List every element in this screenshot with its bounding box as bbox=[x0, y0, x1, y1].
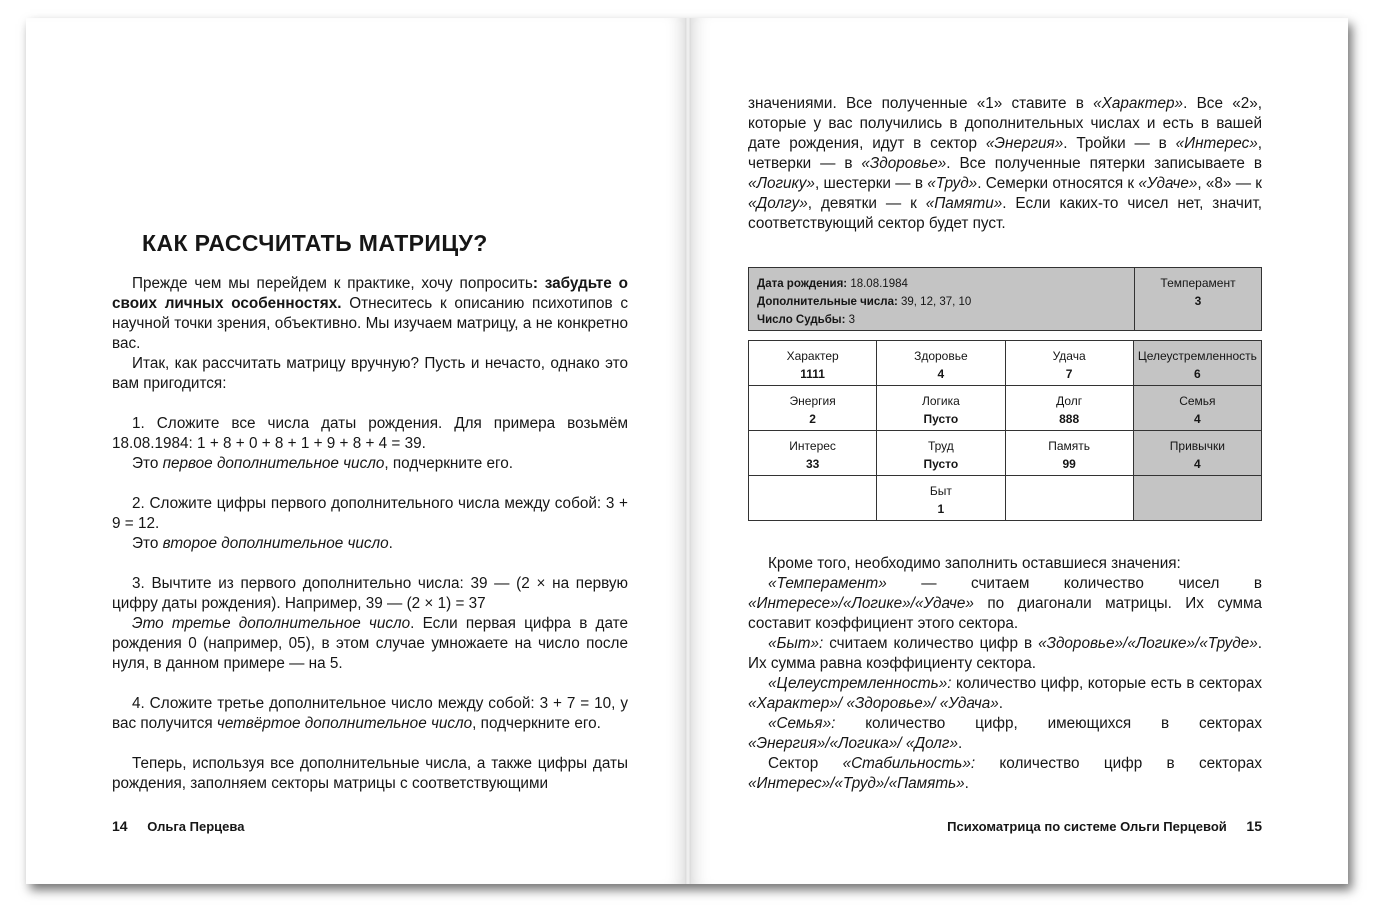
book-gutter bbox=[685, 18, 691, 884]
text-fragment: Логика bbox=[921, 394, 960, 408]
text-fragment: «Энергия» bbox=[985, 135, 1064, 152]
text-fragment: Характер bbox=[786, 349, 839, 363]
extra-numbers-line bbox=[757, 293, 1126, 311]
text-fragment: 4. Сложите третье дополнительное число между собой: 3 + 7 = 10, у вас получится bbox=[112, 695, 628, 732]
right-body-bottom bbox=[748, 554, 1262, 794]
step-4 bbox=[112, 694, 628, 734]
text-fragment: первое дополнительное число bbox=[162, 455, 385, 472]
matrix-cell bbox=[877, 386, 1005, 431]
text-fragment: Пусто bbox=[923, 412, 959, 426]
text-fragment: «Долгу» bbox=[748, 195, 808, 212]
text-fragment: 888 bbox=[1059, 412, 1080, 426]
text-fragment: Прежде чем мы перейдем к практике, хочу попросить bbox=[132, 275, 533, 292]
matrix-cell bbox=[1005, 341, 1133, 386]
text-fragment: Это bbox=[132, 535, 163, 552]
text-fragment: четвёртое дополнительное число bbox=[216, 715, 473, 732]
birth-info-box bbox=[748, 267, 1262, 331]
text-fragment: «Быт»: bbox=[768, 635, 824, 652]
text-fragment: 3 bbox=[845, 314, 856, 326]
text-fragment: Привычки bbox=[1169, 439, 1225, 453]
text-fragment: «Темперамент» bbox=[768, 575, 887, 592]
intro-paragraph bbox=[112, 274, 628, 354]
text-fragment: Сектор bbox=[768, 755, 843, 772]
text-fragment: Удача bbox=[1052, 349, 1086, 363]
final-paragraph: Теперь, используя все дополнительные числа, а также цифры даты рождения, заполняем секторы матрицы с соответствующими bbox=[112, 755, 628, 792]
text-fragment: «Характер» bbox=[1093, 95, 1184, 112]
text-fragment: . bbox=[388, 535, 393, 552]
matrix-row bbox=[749, 341, 1262, 386]
step-1-note bbox=[112, 454, 628, 474]
temperament-rule bbox=[748, 574, 1262, 634]
text-fragment: Целеустремленность bbox=[1137, 349, 1257, 363]
text-fragment: . Если каких-то чисел нет, значит, соответствующий сектор будет пуст. bbox=[748, 195, 1263, 232]
text-fragment: . Тройки — в bbox=[1063, 135, 1176, 152]
text-fragment: «Интересе»/«Логике»/«Удаче» bbox=[748, 595, 974, 612]
text-fragment: 2 bbox=[809, 412, 816, 426]
text-fragment: «Памяти» bbox=[925, 195, 1003, 212]
text-fragment: 7 bbox=[1065, 367, 1073, 381]
text-fragment: Долг bbox=[1056, 394, 1083, 408]
text-fragment: Дата рождения: bbox=[757, 278, 848, 290]
running-title: Психоматрица по системе Ольги Перцевой bbox=[947, 819, 1227, 834]
text-fragment: «Логику» bbox=[748, 175, 815, 192]
text-fragment: . Все полученные пятерки записываете в bbox=[946, 155, 1262, 172]
running-author: Ольга Перцева bbox=[147, 819, 245, 834]
text-fragment: 6 bbox=[1194, 367, 1201, 381]
matrix-cell bbox=[749, 386, 877, 431]
text-fragment: Интерес bbox=[789, 439, 836, 453]
text-fragment: . bbox=[998, 695, 1004, 712]
matrix-cell bbox=[1005, 476, 1133, 521]
text-fragment: Семья bbox=[1179, 394, 1216, 408]
text-fragment: , «8» — к bbox=[1197, 175, 1262, 192]
matrix-cell bbox=[749, 476, 877, 521]
text-fragment: «Семья»: bbox=[768, 715, 836, 732]
step-3: 3. Вычтите из первого дополнительно числа: 39 — (2 × на первую цифру даты рождения). Например, 39 — (2 × 1) = 37 bbox=[112, 575, 628, 612]
matrix-cell bbox=[749, 341, 877, 386]
text-fragment: «Стабильность»: bbox=[842, 755, 976, 772]
text-fragment: , девятки — к bbox=[807, 195, 926, 212]
text-fragment: «Здоровье» bbox=[861, 155, 947, 172]
temperament-cell bbox=[1135, 268, 1261, 330]
text-fragment: Отнеситесь к описанию психотипов с научной точки зрения, объективно. Мы изучаем матрицу, а не конкретно вас. bbox=[112, 295, 629, 352]
right-folio bbox=[947, 818, 1262, 834]
matrix-cell bbox=[749, 431, 877, 476]
text-fragment: 33 bbox=[805, 457, 820, 471]
text-fragment: . bbox=[957, 735, 963, 752]
stability-rule bbox=[748, 754, 1262, 794]
bold-phrase: : забудьте о своих личных особенностях. bbox=[112, 275, 628, 312]
left-page bbox=[26, 18, 688, 884]
right-page bbox=[688, 18, 1348, 884]
text-fragment: . Все «2», которые у вас получились в дополнительных числах и есть в вашей дате рождения, идут в сектор bbox=[748, 95, 1262, 152]
text-fragment: 4 bbox=[1194, 412, 1201, 426]
text-fragment: 99 bbox=[1062, 457, 1076, 471]
psychomatrix-table bbox=[748, 340, 1262, 521]
matrix-row bbox=[749, 431, 1262, 476]
fate-number-line bbox=[757, 311, 1126, 329]
text-fragment: Дополнительные числа: bbox=[757, 296, 898, 308]
text-fragment: 1111 bbox=[800, 367, 825, 381]
step-2-note bbox=[112, 534, 628, 554]
text-fragment: «Труд» bbox=[927, 175, 978, 192]
byt-rule bbox=[748, 634, 1262, 674]
text-fragment: Это bbox=[132, 455, 163, 472]
matrix-cell bbox=[877, 341, 1005, 386]
matrix-cell bbox=[877, 431, 1005, 476]
matrix-cell bbox=[1005, 431, 1133, 476]
text-fragment: . Если первая цифра в дате рождения 0 (например, 05), в этом случае умножаете на число после нуля, в данном примере — на 5. bbox=[112, 615, 628, 672]
text-fragment: Число Судьбы: bbox=[757, 314, 846, 326]
matrix-row bbox=[749, 476, 1262, 521]
text-fragment: . Семерки относятся к bbox=[977, 175, 1139, 192]
remaining-intro: Кроме того, необходимо заполнить оставшиеся значения: bbox=[768, 555, 1181, 572]
text-fragment: Это третье дополнительное число bbox=[132, 615, 411, 632]
page-number: 15 bbox=[1246, 818, 1262, 834]
matrix-cell bbox=[1133, 476, 1261, 521]
page-number: 14 bbox=[112, 818, 128, 834]
text-fragment: 1 bbox=[937, 502, 945, 516]
text-fragment: Быт bbox=[929, 484, 952, 498]
text-fragment: «Характер»/ «Здоровье»/ «Удача» bbox=[748, 695, 999, 712]
text-fragment: , подчеркните его. bbox=[384, 455, 514, 472]
matrix-cell bbox=[1133, 386, 1261, 431]
text-fragment: количество цифр, которые есть в секторах bbox=[951, 675, 1262, 692]
matrix-cell bbox=[1133, 341, 1261, 386]
text-fragment: 18.08.1984 bbox=[847, 278, 908, 290]
text-fragment: , четверки — в bbox=[748, 135, 1262, 172]
text-fragment: считаем количество цифр в bbox=[823, 635, 1039, 652]
matrix-cell bbox=[1133, 431, 1261, 476]
chapter-heading: КАК РАССЧИТАТЬ МАТРИЦУ? bbox=[142, 230, 488, 256]
text-fragment: Труд bbox=[927, 439, 954, 453]
text-fragment: 4 bbox=[1194, 457, 1201, 471]
matrix-row bbox=[749, 386, 1262, 431]
text-fragment: Пусто bbox=[923, 457, 959, 471]
text-fragment: Здоровье bbox=[914, 349, 968, 363]
goal-rule bbox=[748, 674, 1262, 714]
text-fragment: — считаем количество чисел в bbox=[886, 575, 1262, 592]
text-fragment: «Здоровье»/«Логике»/«Труде» bbox=[1038, 635, 1258, 652]
text-fragment: «Интерес» bbox=[1175, 135, 1258, 152]
text-fragment: , подчеркните его. bbox=[472, 715, 601, 732]
text-fragment: Память bbox=[1048, 439, 1091, 453]
text-fragment: 39, 12, 37, 10 bbox=[897, 296, 972, 308]
birth-date-line bbox=[757, 275, 1126, 293]
family-rule bbox=[748, 714, 1262, 754]
text-fragment: 3 bbox=[1194, 294, 1202, 308]
text-fragment: значениями. Все полученные «1» ставите в bbox=[748, 95, 1094, 112]
birth-info-details bbox=[749, 268, 1135, 330]
left-body bbox=[112, 274, 628, 794]
text-fragment: Энергия bbox=[789, 394, 836, 408]
text-fragment: количество цифр, имеющихся в секторах bbox=[835, 715, 1262, 732]
text-fragment: , шестерки — в bbox=[814, 175, 928, 192]
step-1: 1. Сложите все числа даты рождения. Для примера возьмём 18.08.1984: 1 + 8 + 0 + 8 + 1 + 9 + 8 + 4 = 39. bbox=[112, 415, 628, 452]
sectors-paragraph bbox=[748, 94, 1262, 234]
right-body-top bbox=[748, 94, 1262, 234]
book-spread bbox=[26, 18, 1348, 884]
text-fragment: Темперамент bbox=[1160, 276, 1236, 290]
text-fragment: . bbox=[964, 775, 969, 792]
text-fragment: второе дополнительное число bbox=[162, 535, 389, 552]
text-fragment: количество цифр в секторах bbox=[975, 755, 1262, 772]
text-fragment: «Целеустремленность»: bbox=[768, 675, 952, 692]
text-fragment: 4 bbox=[937, 367, 945, 381]
matrix-cell bbox=[1005, 386, 1133, 431]
text-fragment: по диагонали матрицы. Их сумма составит коэффициент этого сектора. bbox=[748, 595, 1262, 632]
question-paragraph: Итак, как рассчитать матрицу вручную? Пусть и нечасто, однако это вам пригодится: bbox=[112, 355, 628, 392]
step-2: 2. Сложите цифры первого дополнительного числа между собой: 3 + 9 = 12. bbox=[112, 495, 628, 532]
text-fragment: «Энергия»/«Логика»/ «Долг» bbox=[748, 735, 958, 752]
left-folio bbox=[112, 818, 244, 834]
matrix-cell bbox=[877, 476, 1005, 521]
step-3-note bbox=[112, 614, 628, 674]
text-fragment: «Интерес»/«Труд»/«Память» bbox=[748, 775, 965, 792]
text-fragment: . Их сумма равна коэффициенту сектора. bbox=[748, 635, 1262, 672]
text-fragment: «Удаче» bbox=[1138, 175, 1198, 192]
